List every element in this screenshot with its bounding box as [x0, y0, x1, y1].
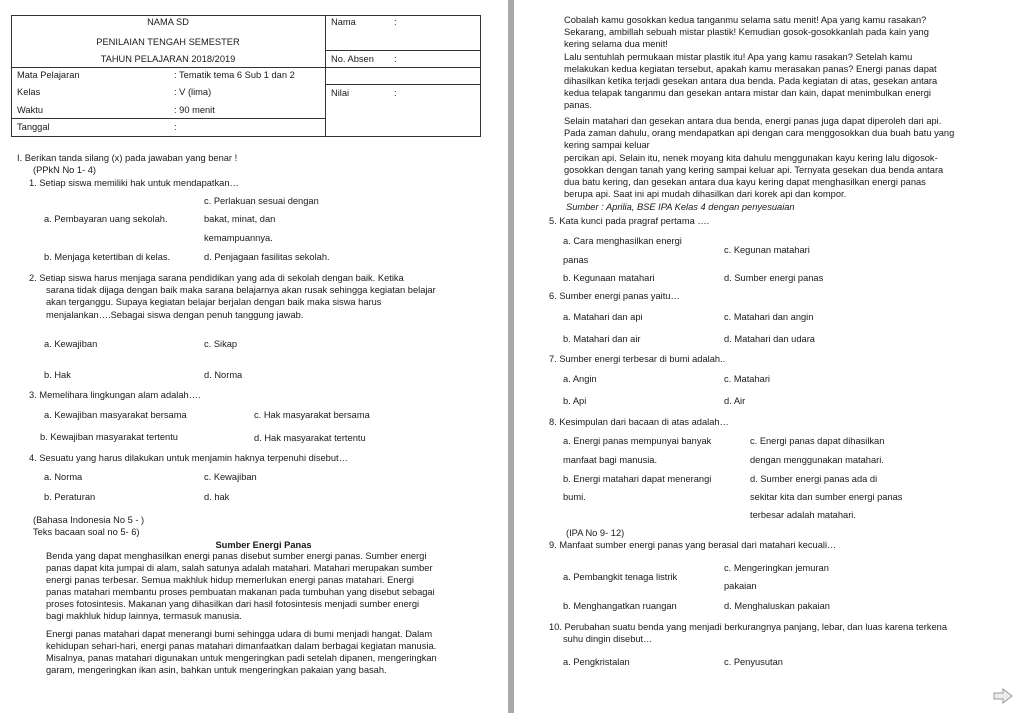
kelas-label: Kelas — [17, 87, 41, 97]
q8-option-c: c. Energi panas dapat dihasilkan — [750, 436, 885, 446]
q8-option-d-2: sekitar kita dan sumber energi panas — [750, 492, 903, 502]
school-name: NAMA SD — [147, 17, 189, 27]
q8-option-b-2: bumi. — [563, 492, 586, 502]
q7-option-d: d. Air — [724, 396, 746, 406]
nama-colon: : — [394, 17, 397, 27]
reading-p2-1: Energi panas matahari dapat menerangi bumi sehingga udara di bumi menjadi hangat. Dalam — [46, 629, 433, 639]
question-2-l2: sarana tidak dijaga dengan baik maka sarana belajarnya akan rusak sehingga kegiatan belajar — [46, 285, 436, 295]
q3-option-a: a. Kewajiban masyarakat bersama — [44, 410, 187, 420]
q1-option-d: d. Penjagaan fasilitas sekolah. — [204, 252, 330, 262]
reading-p1-5: proses fotosintesis. Makanan yang dihasilkan dari hasil fotosintesis menjadi sumber energi — [46, 599, 420, 609]
q9-option-a: a. Pembangkit tenaga listrik — [563, 572, 678, 582]
kelas-value: : V (lima) — [174, 87, 212, 97]
q1-option-b: b. Menjaga ketertiban di kelas. — [44, 252, 171, 262]
tanggal-value: : — [174, 122, 177, 132]
q5-option-b: b. Kegunaan matahari — [563, 273, 655, 283]
q9-option-c: c. Mengeringkan jemuran — [724, 563, 829, 573]
next-page-arrow-icon[interactable] — [993, 688, 1013, 709]
q7-option-a: a. Angin — [563, 374, 597, 384]
q10-option-c: c. Penyusutan — [724, 657, 783, 667]
q5-option-d: d. Sumber energi panas — [724, 273, 824, 283]
reading-r4-3: dua batu kering, dan gesekan antara dua kayu kering dapat menghasilkan energi panas — [564, 177, 926, 187]
question-3: 3. Memelihara lingkungan alam adalah…. — [29, 390, 201, 400]
instructions: I. Berikan tanda silang (x) pada jawaban yang benar ! — [17, 153, 238, 163]
question-4: 4. Sesuatu yang harus dilakukan untuk menjamin haknya terpenuhi disebut… — [29, 453, 348, 463]
question-10: 10. Perubahan suatu benda yang menjadi berkurangnya panjang, lebar, dan luas karena terkena — [549, 622, 947, 632]
question-1: 1. Setiap siswa memiliki hak untuk mendapatkan… — [29, 178, 239, 188]
nilai-colon: : — [394, 88, 397, 98]
q3-option-d: d. Hak masyarakat tertentu — [254, 433, 366, 443]
question-7: 7. Sumber energi terbesar di bumi adalah.. — [549, 354, 726, 364]
reading-r1-3: kering selama dua menit! — [564, 39, 668, 49]
reading-p2-4: garam, mengeringkan ikan asin, bahkan untuk mengeringkan pakaian yang basah. — [46, 665, 387, 675]
q8-option-b: b. Energi matahari dapat menerangi — [563, 474, 712, 484]
question-5: 5. Kata kunci pada pragraf pertama …. — [549, 216, 710, 226]
nilai-label: Nilai — [331, 88, 350, 98]
question-2: 2. Setiap siswa harus menjaga sarana pendidikan yang ada di sekolah dengan baik. Ketika — [29, 273, 404, 283]
waktu-label: Waktu — [17, 105, 44, 115]
header-divider-v — [325, 15, 326, 137]
q4-option-b: b. Peraturan — [44, 492, 96, 502]
q8-option-a-2: manfaat bagi manusia. — [563, 455, 658, 465]
reading-r3-3: kering sampai keluar — [564, 140, 650, 150]
q7-option-b: b. Api — [563, 396, 587, 406]
q10-option-a: a. Pengkristalan — [563, 657, 630, 667]
nama-label: Nama — [331, 17, 356, 27]
reading-r4-2: gosokkan dengan tanah yang kering sampai keluar api. Ternyata gesekan dua benda antara — [564, 165, 944, 175]
q2-option-a: a. Kewajiban — [44, 339, 98, 349]
header-divider-h3 — [325, 84, 481, 85]
reading-p1-1: Benda yang dapat menghasilkan energi panas disebut sumber energi panas. Sumber energi — [46, 551, 427, 561]
bindo-section: (Bahasa Indonesia No 5 - ) — [33, 515, 145, 525]
q5-option-a-2: panas — [563, 255, 589, 265]
reading-r2-1: Lalu sentuhlah permukaan mistar plastik itu! Apa yang kamu rasakan? Setelah kamu — [564, 52, 913, 62]
q5-option-a: a. Cara menghasilkan energi — [563, 236, 682, 246]
q8-option-c-2: dengan menggunakan matahari. — [750, 455, 884, 465]
reading-p2-3: Misalnya, panas matahari digunakan untuk mengeringkan padi setelah dipanen, mengeringkan — [46, 653, 437, 663]
reading-intro: Teks bacaan soal no 5- 6) — [33, 527, 140, 537]
reading-p1-3: energi panas terbesar. Semua makhluk hidup memerlukan energi panas matahari. Energi — [46, 575, 414, 585]
reading-r2-5: panas. — [564, 100, 592, 110]
reading-r2-2: melakukan kedua kegiatan tersebut, apakah kamu merasakan panas? Energi panas dapat — [564, 64, 937, 74]
q3-option-b: b. Kewajiban masyarakat tertentu — [40, 432, 178, 442]
ppkn-section: (PPkN No 1- 4) — [33, 165, 97, 175]
q4-option-c: c. Kewajiban — [204, 472, 257, 482]
q4-option-d: d. hak — [204, 492, 230, 502]
reading-source: Sumber : Aprilia, BSE IPA Kelas 4 dengan penyesuaian — [566, 202, 795, 212]
reading-p2-2: kehidupan sehari-hari, energi panas matahari dimanfaatkan dalam berbagai kegiatan manusia. — [46, 641, 437, 651]
question-2-l3: akan terganggu. Supaya kegiatan belajar berjalan dengan baik maka siswa harus — [46, 297, 382, 307]
page-divider — [508, 0, 514, 713]
q8-option-a: a. Energi panas mempunyai banyak — [563, 436, 712, 446]
q3-option-c: c. Hak masyarakat bersama — [254, 410, 370, 420]
q8-option-d: d. Sumber energi panas ada di — [750, 474, 878, 484]
question-2-l4: menjalankan….Sebagai siswa dengan penuh tanggung jawab. — [46, 310, 304, 320]
reading-title: Sumber Energi Panas — [215, 540, 312, 550]
header-divider-h2 — [325, 50, 481, 51]
ipa-section: (IPA No 9- 12) — [566, 528, 625, 538]
q6-option-a: a. Matahari dan api — [563, 312, 643, 322]
question-9: 9. Manfaat sumber energi panas yang berasal dari matahari kecuali… — [549, 540, 837, 550]
q1-option-c-2: bakat, minat, dan — [204, 214, 276, 224]
mapel-label: Mata Pelajaran — [17, 70, 80, 80]
question-6: 6. Sumber energi panas yaitu… — [549, 291, 680, 301]
q5-option-c: c. Kegunan matahari — [724, 245, 810, 255]
waktu-value: : 90 menit — [174, 105, 215, 115]
reading-r3-1: Selain matahari dan gesekan antara dua benda, energi panas juga dapat diperoleh dari api. — [564, 116, 942, 126]
question-10-l2: suhu dingin disebut… — [563, 634, 653, 644]
header-divider-h4 — [11, 118, 325, 119]
q9-option-d: d. Menghaluskan pakaian — [724, 601, 830, 611]
q1-option-a: a. Pembayaran uang sekolah. — [44, 214, 168, 224]
q4-option-a: a. Norma — [44, 472, 83, 482]
q1-option-c: c. Perlakuan sesuai dengan — [204, 196, 319, 206]
reading-r2-3: dihasilkan ketika terjadi gesekan antara dua benda. Pada kegiatan di atas, gesekan antara — [564, 76, 938, 86]
q1-option-c-3: kemampuannya. — [204, 233, 273, 243]
reading-r1-2: Sekarang, ambillah sebuah mistar plastik! Kemudian gosok-gosokkanlah pada kain yang — [564, 27, 929, 37]
question-8: 8. Kesimpulan dari bacaan di atas adalah… — [549, 417, 729, 427]
reading-p1-2: panas dapat kita jumpai di alam, salah satunya adalah matahari. Matahari merupakan sumber — [46, 563, 433, 573]
header-divider-h — [11, 67, 481, 68]
q2-option-c: c. Sikap — [204, 339, 238, 349]
q6-option-b: b. Matahari dan air — [563, 334, 641, 344]
q9-option-c-2: pakaian — [724, 581, 757, 591]
q8-option-d-3: terbesar adalah matahari. — [750, 510, 856, 520]
q7-option-c: c. Matahari — [724, 374, 770, 384]
q2-option-d: d. Norma — [204, 370, 243, 380]
q6-option-c: c. Matahari dan angin — [724, 312, 814, 322]
mapel-value: : Tematik tema 6 Sub 1 dan 2 — [174, 70, 295, 80]
q2-option-b: b. Hak — [44, 370, 71, 380]
reading-r4-4: berupa api. Saat ini api mudah dihasilkan dari korek api dan kompor. — [564, 189, 847, 199]
reading-r2-4: kedua telapak tanganmu dan gesekan antara mistar dan kain, dapat menimbulkan energi — [564, 88, 931, 98]
reading-r1-1: Cobalah kamu gosokkan kedua tanganmu selama satu menit! Apa yang kamu rasakan? — [564, 15, 927, 25]
q6-option-d: d. Matahari dan udara — [724, 334, 815, 344]
school-year: TAHUN PELAJARAN 2018/2019 — [100, 54, 236, 64]
reading-r4-1: percikan api. Selain itu, nenek moyang kita dahulu menggunakan kayu kering lalu digosok- — [564, 153, 938, 163]
reading-r3-2: Pada zaman dahulu, orang mendapatkan api dengan cara menggosokkan dua buah batu yang — [564, 128, 955, 138]
reading-p1-4: panas matahari membantu proses pembuatan makanan pada tumbuhan yang disebut sebagai — [46, 587, 435, 597]
reading-p1-6: bagi makhluk hidup lainnya, termasuk manusia. — [46, 611, 242, 621]
absen-colon: : — [394, 54, 397, 64]
absen-label: No. Absen — [331, 54, 374, 64]
tanggal-label: Tanggal — [17, 122, 50, 132]
q9-option-b: b. Menghangatkan ruangan — [563, 601, 677, 611]
exam-title: PENILAIAN TENGAH SEMESTER — [96, 37, 240, 47]
